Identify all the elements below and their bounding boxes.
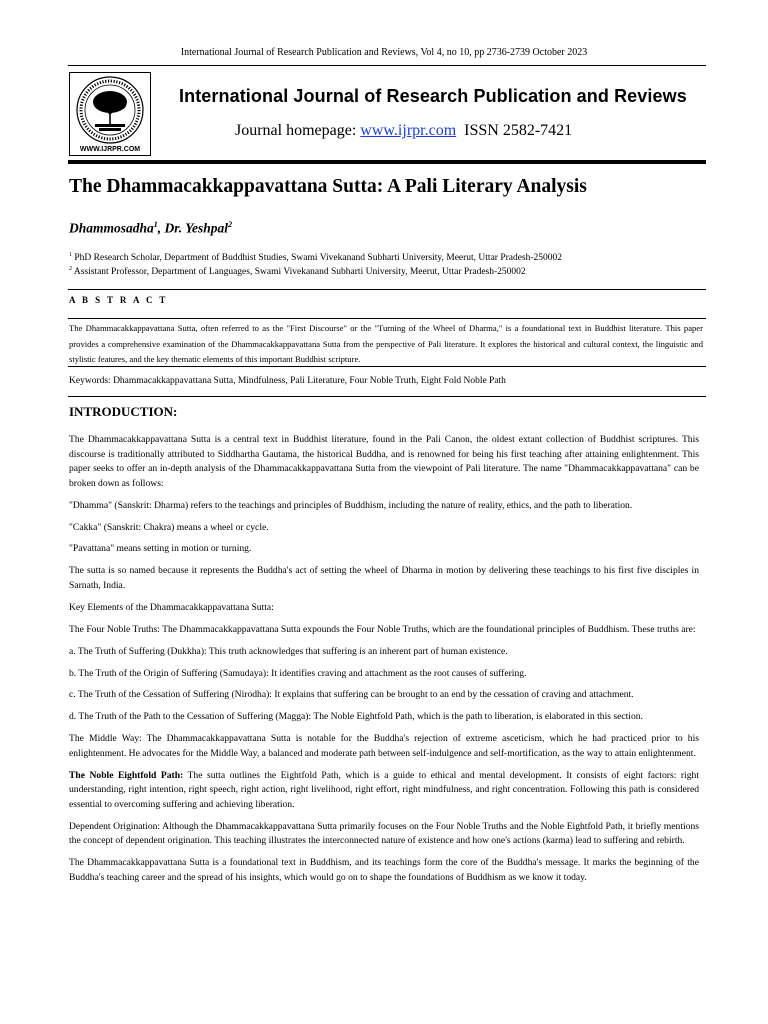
affiliation-1: [69, 252, 562, 263]
paragraph: Dependent Origination: Although the Dhammacakkappavattana Sutta primarily focuses on the Four Noble Truths and the Noble Eightfold Path, it briefly mentions the concept of dependent origination. This teaching illustrates the interconnected nature of existence and how one's actions (karma) lead to suffering and rebirth.: [69, 820, 699, 847]
homepage-link[interactable]: www.ijrpr.com: [360, 122, 457, 139]
paragraph: Key Elements of the Dhammacakkappavattana Sutta:: [69, 601, 274, 613]
paper-title: The Dhammacakkappavattana Sutta: A Pali Literary Analysis: [69, 176, 587, 197]
body-text: [69, 433, 699, 893]
divider: [68, 366, 706, 367]
paragraph-text: The sutta outlines the Eightfold Path, which is a guide to ethical and mental development. It consists of eight factors: right understanding, right intention, right speech, right action, right livelihood, right effort, right mindfulness, and right concentration. Following this path is considered essential to overcoming suffering and achieving liberation.: [69, 769, 699, 810]
author-superscript: 1: [153, 220, 158, 229]
journal-homepage-line: [235, 122, 572, 140]
affiliation-number: 2: [69, 266, 72, 272]
affiliation-text: Assistant Professor, Department of Languages, Swami Vivekanand Subharti University, Meerut, Uttar Pradesh-250002: [72, 267, 526, 278]
keywords: Keywords: Dhammacakkappavattana Sutta, Mindfulness, Pali Literature, Four Noble Truth, Eight Fold Noble Path: [69, 376, 506, 386]
author-name: , Dr. Yeshpal: [157, 220, 229, 236]
abstract-text: The Dhammacakkappavattana Sutta, often referred to as the "First Discourse" or the "Turning of the Wheel of Dharma," is a foundational text in Buddhist literature. This paper provides a comprehensive examination of the Dhammacakkappavattana Sutta from the perspective of Pali literature. It explores the historical and cultural context, the linguistic and stylistic features, and the key thematic elements of this important Buddhist scripture.: [69, 323, 703, 364]
list-item: a. The Truth of Suffering (Dukkha): This truth acknowledges that suffering is an inherent part of human existence.: [69, 645, 508, 657]
paragraph: The Four Noble Truths: The Dhammacakkappavattana Sutta expounds the Four Noble Truths, which are the foundational principles of Buddhism. These truths are:: [69, 623, 696, 635]
top-rule: [68, 65, 706, 66]
affiliation-text: PhD Research Scholar, Department of Buddhist Studies, Swami Vivekanand Subharti University, Meerut, Uttar Pradesh-250002: [72, 253, 563, 264]
author-name: Dhammosadha: [69, 220, 154, 236]
abstract-label: A B S T R A C T: [69, 295, 168, 305]
paragraph: The Dhammacakkappavattana Sutta is a foundational text in Buddhism, and its teachings form the core of the Buddha's message. It marks the beginning of the Buddha's teaching career and the spread of his insights, which would go on to shape the foundations of Buddhism as we know it today.: [69, 857, 699, 883]
author-superscript: 2: [228, 220, 233, 229]
divider: [68, 318, 706, 319]
affiliation-number: 1: [69, 252, 72, 258]
paragraph-lead: The Noble Eightfold Path:: [69, 769, 184, 781]
paragraph: [69, 769, 699, 813]
issn: ISSN 2582-7421: [464, 122, 573, 139]
journal-logo-icon: [69, 72, 151, 156]
divider: [68, 396, 706, 397]
paragraph: The Middle Way: The Dhammacakkappavattana Sutta is notable for the Buddha's rejection of extreme asceticism, which he had practiced prior to his enlightenment. He advocates for the Middle Way, a balanced and moderate path between self-indulgence and self-mortification, as the way to attain enlightenment.: [69, 733, 699, 759]
logo-caption: WWW.IJRPR.COM: [79, 146, 141, 153]
affiliation-2: [69, 266, 526, 277]
paragraph: The sutta is so named because it represents the Buddha's act of setting the wheel of Dharma in motion by delivering these teachings to his first five disciples in Sarnath, India.: [69, 565, 699, 591]
paragraph: The Dhammacakkappavattana Sutta is a central text in Buddhist literature, found in the Pali Canon, the oldest extant collection of Buddhist scriptures. This discourse is traditionally attributed to Siddhartha Gautama, the historical Buddha, and is renowned for being his first teaching after attaining enlightenment. This paper seeks to offer an in-depth analysis of the Dhammacakkappavattana Sutta from the viewpoint of Pali literature. The name "Dhammacakkappavattana" can be broken down as follows:: [69, 434, 699, 489]
authors: [69, 220, 232, 237]
divider: [68, 289, 706, 290]
running-head: International Journal of Research Publication and Reviews, Vol 4, no 10, pp 2736-2739 October 2023: [180, 47, 588, 58]
list-item: b. The Truth of the Origin of Suffering (Samudaya): It identifies craving and attachment as the root causes of suffering.: [69, 667, 527, 679]
list-item: d. The Truth of the Path to the Cessation of Suffering (Magga): The Noble Eightfold Path, which is the path to liberation, is elaborated in this section.: [69, 711, 643, 723]
section-heading-introduction: INTRODUCTION:: [69, 404, 178, 419]
list-item: c. The Truth of the Cessation of Suffering (Nirodha): It explains that suffering can be brought to an end by the cessation of craving and attachment.: [69, 689, 634, 701]
paragraph: "Dhamma" (Sanskrit: Dharma) refers to the teachings and principles of Buddhism, including the nature of reality, ethics, and the path to liberation.: [69, 499, 633, 511]
homepage-label: Journal homepage:: [235, 122, 361, 139]
header-thick-rule: [68, 160, 706, 164]
paragraph: "Cakka" (Sanskrit: Chakra) means a wheel or cycle.: [69, 521, 269, 533]
paragraph: "Pavattana" means setting in motion or turning.: [69, 543, 252, 555]
journal-name: International Journal of Research Publication and Reviews: [179, 86, 687, 106]
